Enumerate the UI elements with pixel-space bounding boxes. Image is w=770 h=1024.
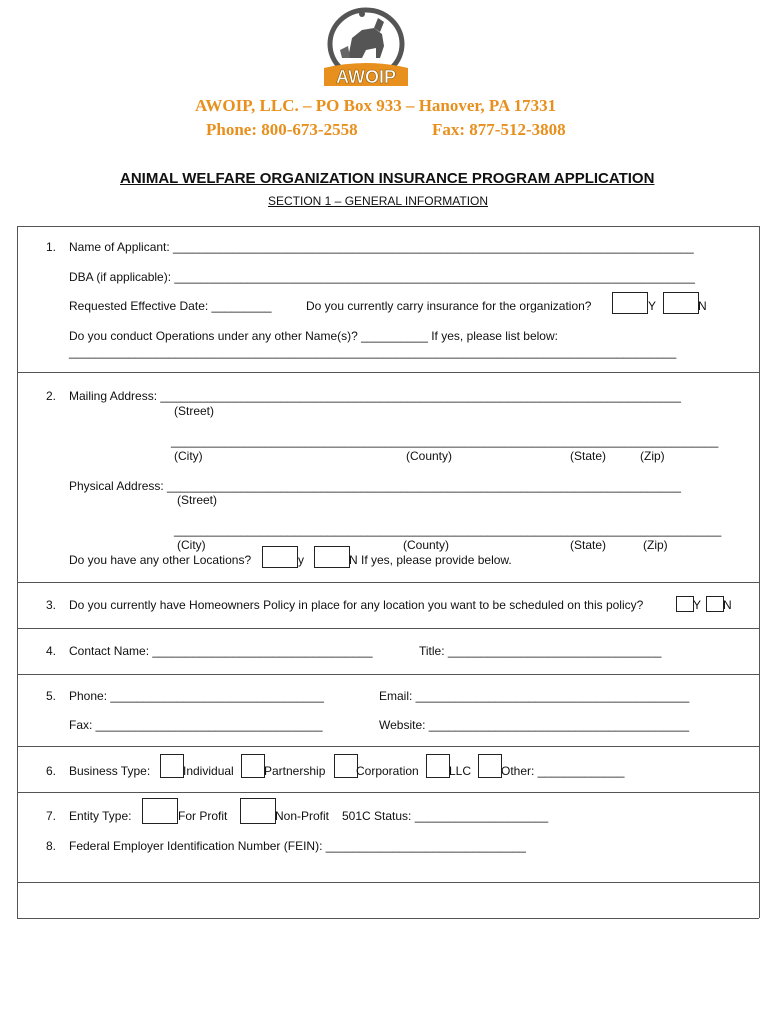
contact-name-field[interactable]: Contact Name: _________________________________: [69, 644, 373, 658]
mailing-zip-label: (Zip): [640, 449, 665, 463]
company-phone: Phone: 800-673-2558: [206, 120, 358, 139]
physical-city-line[interactable]: __________________________________________________________________________________: [174, 523, 722, 537]
company-fax: Fax: 877-512-3808: [432, 120, 566, 139]
physical-state-label: (State): [570, 538, 607, 552]
business-type-label: Business Type:: [69, 764, 151, 778]
item-number: 1.: [46, 240, 57, 254]
corporation-checkbox[interactable]: [334, 754, 358, 778]
other-names-field[interactable]: Do you conduct Operations under any other Name(s)? __________ If yes, please list below:: [69, 329, 558, 343]
individual-label: Individual: [183, 764, 234, 778]
partnership-label: Partnership: [264, 764, 326, 778]
logo-text: AWOIP: [335, 67, 397, 87]
other-checkbox[interactable]: [478, 754, 502, 778]
no-label: N: [723, 598, 732, 612]
item-number: 4.: [46, 644, 57, 658]
title-field[interactable]: Title: ________________________________: [419, 644, 662, 658]
mailing-street-label: (Street): [174, 404, 215, 418]
llc-checkbox[interactable]: [426, 754, 450, 778]
entity-type-label: Entity Type:: [69, 809, 132, 823]
item-number: 6.: [46, 764, 57, 778]
email-field[interactable]: Email: _________________________________________: [379, 689, 690, 703]
fein-field[interactable]: Federal Employer Identification Number (FEIN): ______________________________: [69, 839, 526, 853]
effective-date-field[interactable]: Requested Effective Date: _________: [69, 299, 272, 313]
company-logo: [318, 6, 414, 88]
carry-insurance-no-checkbox[interactable]: [663, 292, 699, 314]
company-address-line: AWOIP, LLC. – PO Box 933 – Hanover, PA 17331: [195, 96, 557, 115]
item-number: 2.: [46, 389, 57, 403]
applicant-name-field[interactable]: Name of Applicant: ______________________________________________________________________________: [69, 240, 694, 254]
partnership-checkbox[interactable]: [241, 754, 265, 778]
carry-insurance-question: Do you currently carry insurance for the organization?: [306, 299, 592, 313]
yes-label: y: [298, 553, 304, 567]
physical-county-label: (County): [403, 538, 450, 552]
item-number: 8.: [46, 839, 57, 853]
homeowners-yes-checkbox[interactable]: [676, 596, 694, 612]
for-profit-checkbox[interactable]: [142, 798, 178, 824]
other-locations-question: Do you have any other Locations?: [69, 553, 252, 567]
no-label: N: [698, 299, 707, 313]
section-title: SECTION 1 – GENERAL INFORMATION: [268, 194, 489, 208]
other-locations-no-checkbox[interactable]: [314, 546, 350, 568]
llc-label: LLC: [449, 764, 472, 778]
yes-label: Y: [693, 598, 702, 612]
corporation-label: Corporation: [356, 764, 419, 778]
non-profit-checkbox[interactable]: [240, 798, 276, 824]
501c-status-field[interactable]: 501C Status: ____________________: [342, 809, 549, 823]
homeowners-no-checkbox[interactable]: [706, 596, 724, 612]
physical-city-label: (City): [177, 538, 206, 552]
mailing-county-label: (County): [406, 449, 453, 463]
mailing-state-label: (State): [570, 449, 607, 463]
item-number: 7.: [46, 809, 57, 823]
physical-zip-label: (Zip): [643, 538, 668, 552]
mailing-city-label: (City): [174, 449, 203, 463]
item-number: 5.: [46, 689, 57, 703]
mailing-address-field[interactable]: Mailing Address: ______________________________________________________________________________: [69, 389, 681, 403]
item-number: 3.: [46, 598, 57, 612]
physical-address-field[interactable]: Physical Address: _____________________________________________________________________________: [69, 479, 681, 493]
dba-field[interactable]: DBA (if applicable): ______________________________________________________________________________: [69, 270, 695, 284]
fax-field[interactable]: Fax: __________________________________: [69, 718, 323, 732]
other-locations-no-label: N If yes, please provide below.: [349, 553, 512, 567]
homeowners-question: Do you currently have Homeowners Policy in place for any location you want to be scheduled on this policy?: [69, 598, 644, 612]
carry-insurance-yes-checkbox[interactable]: [612, 292, 648, 314]
other-business-type-field[interactable]: Other: _____________: [501, 764, 625, 778]
other-locations-yes-checkbox[interactable]: [262, 546, 298, 568]
mailing-city-line[interactable]: __________________________________________________________________________________: [171, 434, 719, 448]
individual-checkbox[interactable]: [160, 754, 184, 778]
website-field[interactable]: Website: _______________________________________: [379, 718, 690, 732]
phone-field[interactable]: Phone: ________________________________: [69, 689, 324, 703]
form-title: ANIMAL WELFARE ORGANIZATION INSURANCE PROGRAM APPLICATION: [120, 170, 655, 187]
for-profit-label: For Profit: [178, 809, 228, 823]
other-names-list-line[interactable]: ___________________________________________________________________________________________: [69, 345, 677, 359]
non-profit-label: Non-Profit: [275, 809, 330, 823]
yes-label: Y: [648, 299, 657, 313]
physical-street-label: (Street): [177, 493, 218, 507]
